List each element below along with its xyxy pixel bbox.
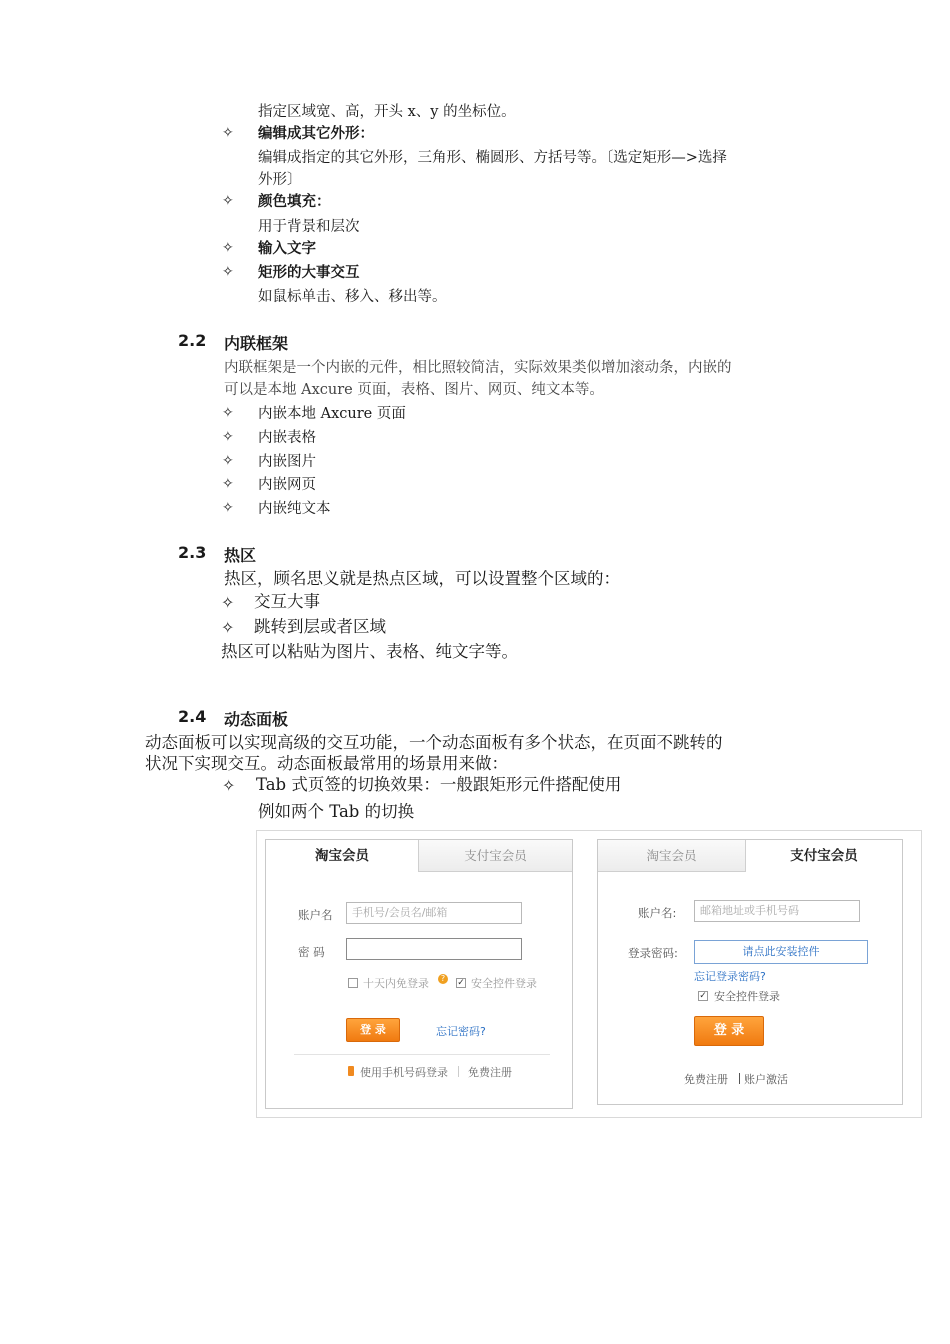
bullet-icon: ✧ <box>222 500 234 516</box>
list-item: 内嵌本地 Axcure 页面 <box>258 406 406 422</box>
bullet-icon: ✧ <box>222 405 234 421</box>
link-separator <box>458 1066 459 1077</box>
link-separator <box>739 1073 740 1084</box>
rect-item-title: 编辑成其它外形： <box>258 126 374 142</box>
phone-icon <box>348 1066 354 1076</box>
section-title: 内联框架 <box>224 334 289 353</box>
bullet-icon: ✧ <box>221 618 235 637</box>
example-caption: 例如两个 Tab 的切换 <box>258 802 415 821</box>
rect-item-title: 颜色填充： <box>258 194 331 210</box>
tab-taobao-member[interactable]: 淘宝会员 <box>598 840 746 872</box>
security-checkbox[interactable]: ✓ <box>699 991 707 1001</box>
tab-taobao-member[interactable]: 淘宝会员 <box>266 840 418 872</box>
account-input[interactable]: 邮箱地址或手机号码 <box>694 900 860 922</box>
section-paragraph: 动态面板可以实现高级的交互功能，一个动态面板有多个状态，在页面不跳转的 <box>145 733 723 752</box>
list-item: 交互大事 <box>254 592 320 611</box>
divider <box>294 1054 550 1055</box>
section-paragraph: 热区可以粘贴为图片、表格、纯文字等。 <box>221 642 518 661</box>
section-paragraph: 内联框架是一个内嵌的元件，相比照较简洁，实际效果类似增加滚动条，内嵌的 <box>224 360 732 376</box>
list-item: 内嵌纯文本 <box>258 501 331 517</box>
forgot-password-link[interactable]: 忘记密码? <box>436 1025 486 1038</box>
list-item: 内嵌网页 <box>258 477 316 493</box>
rect-item-desc: 外形〕 <box>258 172 302 188</box>
section-number: 2.4 <box>178 707 207 726</box>
rect-item-desc: 用于背景和层次 <box>258 219 360 235</box>
account-input[interactable]: 手机号/会员名/邮箱 <box>346 902 522 924</box>
login-panel-taobao <box>265 839 573 1109</box>
bullet-icon: ✧ <box>222 776 236 795</box>
list-item: Tab 式页签的切换效果：一般跟矩形元件搭配使用 <box>256 775 622 794</box>
bullet-icon: ✧ <box>222 264 234 280</box>
tab-alipay-member[interactable]: 支付宝会员 <box>418 840 572 872</box>
section-paragraph: 状况下实现交互。动态面板最常用的场景用来做： <box>145 754 508 773</box>
list-item: 内嵌图片 <box>258 454 316 470</box>
bullet-icon: ✧ <box>222 476 234 492</box>
password-input[interactable] <box>346 938 522 960</box>
login-panel-alipay <box>597 839 903 1105</box>
list-item: 内嵌表格 <box>258 430 316 446</box>
section-title: 动态面板 <box>224 710 289 729</box>
section-number: 2.3 <box>178 543 207 562</box>
bullet-icon: ✧ <box>222 240 234 256</box>
forgot-password-link[interactable]: 忘记登录密码? <box>694 970 766 983</box>
bullet-icon: ✧ <box>221 593 235 612</box>
rect-item-desc: 编辑成指定的其它外形，三角形、椭圆形、方括号等。〔选定矩形—>选择 <box>258 150 727 166</box>
rect-item-title: 输入文字 <box>258 241 316 257</box>
bullet-icon: ✧ <box>222 429 234 445</box>
security-label: 安全控件登录 <box>471 977 537 990</box>
bullet-icon: ✧ <box>222 193 234 209</box>
install-control-button[interactable]: 请点此安装控件 <box>694 940 868 964</box>
bullet-icon: ✧ <box>222 453 234 469</box>
password-label: 登录密码: <box>628 946 678 960</box>
phone-login-link[interactable]: 使用手机号码登录 <box>360 1066 448 1079</box>
bullet-icon: ✧ <box>222 125 234 141</box>
security-checkbox[interactable]: ✓ <box>457 978 465 988</box>
register-link[interactable]: 免费注册 <box>468 1066 512 1079</box>
login-button[interactable]: 登 录 <box>346 1018 400 1042</box>
password-label: 密 码 <box>298 945 325 959</box>
remember-checkbox[interactable] <box>348 978 358 988</box>
security-label: 安全控件登录 <box>714 990 780 1003</box>
account-label: 账户名: <box>638 906 677 920</box>
section-title: 热区 <box>224 546 257 565</box>
section-number: 2.2 <box>178 331 207 350</box>
section-paragraph: 热区，顾名思义就是热点区域，可以设置整个区域的： <box>224 569 620 588</box>
list-item: 跳转到层或者区域 <box>254 617 386 636</box>
help-icon[interactable]: ? <box>438 974 448 984</box>
account-label: 账户名 <box>298 908 333 922</box>
rect-size-desc: 指定区域宽、高，开头 x、y 的坐标位。 <box>258 104 516 120</box>
tab-alipay-member[interactable]: 支付宝会员 <box>746 840 902 872</box>
tab-switch-figure <box>256 830 922 1118</box>
rect-item-desc: 如鼠标单击、移入、移出等。 <box>258 289 447 305</box>
register-link[interactable]: 免费注册 <box>684 1073 728 1086</box>
remember-label: 十天内免登录 <box>363 977 429 990</box>
activate-account-link[interactable]: 账户激活 <box>744 1073 788 1086</box>
login-button[interactable]: 登 录 <box>694 1016 764 1046</box>
section-paragraph: 可以是本地 Axcure 页面，表格、图片、网页、纯文本等。 <box>224 382 604 398</box>
rect-item-title: 矩形的大事交互 <box>258 265 360 281</box>
